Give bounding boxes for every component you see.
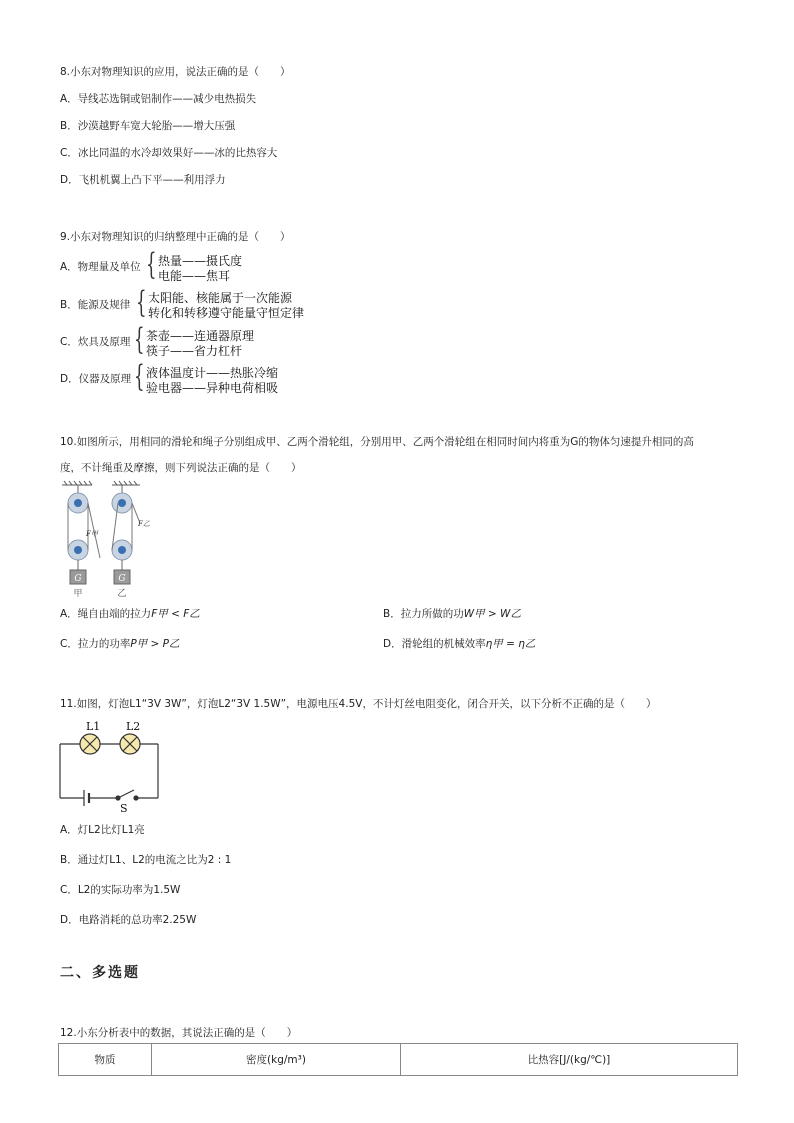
weight-label-yi: G: [118, 574, 126, 584]
q12-table: [58, 1043, 738, 1076]
q9-option-a-label: A．物理量及单位: [60, 261, 141, 273]
q10-stem-line2: 度，不计绳重及摩擦，则下列说法正确的是（ ）: [60, 462, 302, 474]
table-header-row: [59, 1044, 738, 1076]
q9-option-a-line2: 电能——焦耳: [158, 269, 231, 283]
q10-stem-line1: 10.如图所示，用相同的滑轮和绳子分别组成甲、乙两个滑轮组，分别用甲、乙两个滑轮组在相同时间内将重为G的物体匀速提升相同的高: [60, 436, 694, 448]
q10-option-c: C．拉力的功率P甲 > P乙: [60, 638, 180, 650]
q11-stem: 11.如图，灯泡L1“3V 3W”，灯泡L2“3V 1.5W”，电源电压4.5V，不计灯丝电阻变化，闭合开关，以下分析不正确的是（ ）: [60, 698, 657, 710]
force-label-yi: F乙: [138, 520, 150, 528]
table-header-cell: 密度(kg/m³): [152, 1044, 401, 1076]
table-header-cell: 比热容[J/(kg/℃)]: [401, 1044, 738, 1076]
q8-stem: 8.小东对物理知识的应用，说法正确的是（ ）: [60, 66, 291, 78]
label-yi: 乙: [117, 589, 127, 599]
q8-option-b: B．沙漠越野车宽大轮胎——增大压强: [60, 120, 236, 132]
q9-option-c-line1: 茶壶——连通器原理: [146, 329, 255, 343]
q11-option-b: B．通过灯L1、L2的电流之比为2 : 1: [60, 854, 232, 866]
q9-option-b-line2: 转化和转移遵守能量守恒定律: [148, 306, 305, 320]
q11-option-a: A．灯L2比灯L1亮: [60, 824, 145, 836]
q9-stem: 9.小东对物理知识的归纳整理中正确的是（ ）: [60, 231, 291, 243]
circuit-figure: [56, 714, 166, 814]
label-jia: 甲: [73, 589, 83, 599]
q12-stem: 12.小东分析表中的数据，其说法正确的是（ ）: [60, 1027, 298, 1039]
q9-option-b-line1: 太阳能、核能属于一次能源: [148, 291, 293, 305]
q8-option-a: A．导线芯选铜或铝制作——减少电热损失: [60, 93, 257, 105]
q10-option-b: B．拉力所做的功W甲 > W乙: [383, 608, 521, 620]
q9-option-c-line2: 筷子——省力杠杆: [146, 344, 243, 358]
pulley-figure: [58, 478, 168, 602]
q8-option-d: D．飞机机翼上凸下平——利用浮力: [60, 174, 226, 186]
brace-icon: {: [136, 285, 147, 320]
q9-option-b-label: B．能源及规律: [60, 299, 131, 311]
lamp2-label: L2: [126, 720, 141, 733]
q9-option-d-line2: 验电器——异种电荷相吸: [146, 381, 279, 395]
brace-icon: {: [134, 322, 145, 357]
weight-label-jia: G: [74, 574, 82, 584]
brace-icon: {: [146, 247, 157, 282]
switch-label: S: [120, 802, 128, 814]
q9-option-d-line1: 液体温度计——热胀冷缩: [146, 366, 279, 380]
force-label-jia: F甲: [86, 530, 98, 538]
q11-option-d: D．电路消耗的总功率2.25W: [60, 914, 197, 926]
brace-icon: {: [134, 359, 145, 394]
q9-option-a-line1: 热量——摄氏度: [158, 254, 243, 268]
q11-option-c: C．L2的实际功率为1.5W: [60, 884, 181, 896]
q9-option-d-label: D．仪器及原理: [60, 373, 132, 385]
q9-option-c-label: C．炊具及原理: [60, 336, 131, 348]
q10-option-d: D．滑轮组的机械效率η甲 = η乙: [383, 638, 536, 650]
lamp1-label: L1: [86, 720, 101, 733]
table-header-cell: 物质: [59, 1044, 152, 1076]
section-title: 二、多选题: [60, 965, 140, 981]
q10-option-a: A．绳自由端的拉力F甲 < F乙: [60, 608, 200, 620]
q8-option-c: C．冰比同温的水冷却效果好——冰的比热容大: [60, 147, 278, 159]
